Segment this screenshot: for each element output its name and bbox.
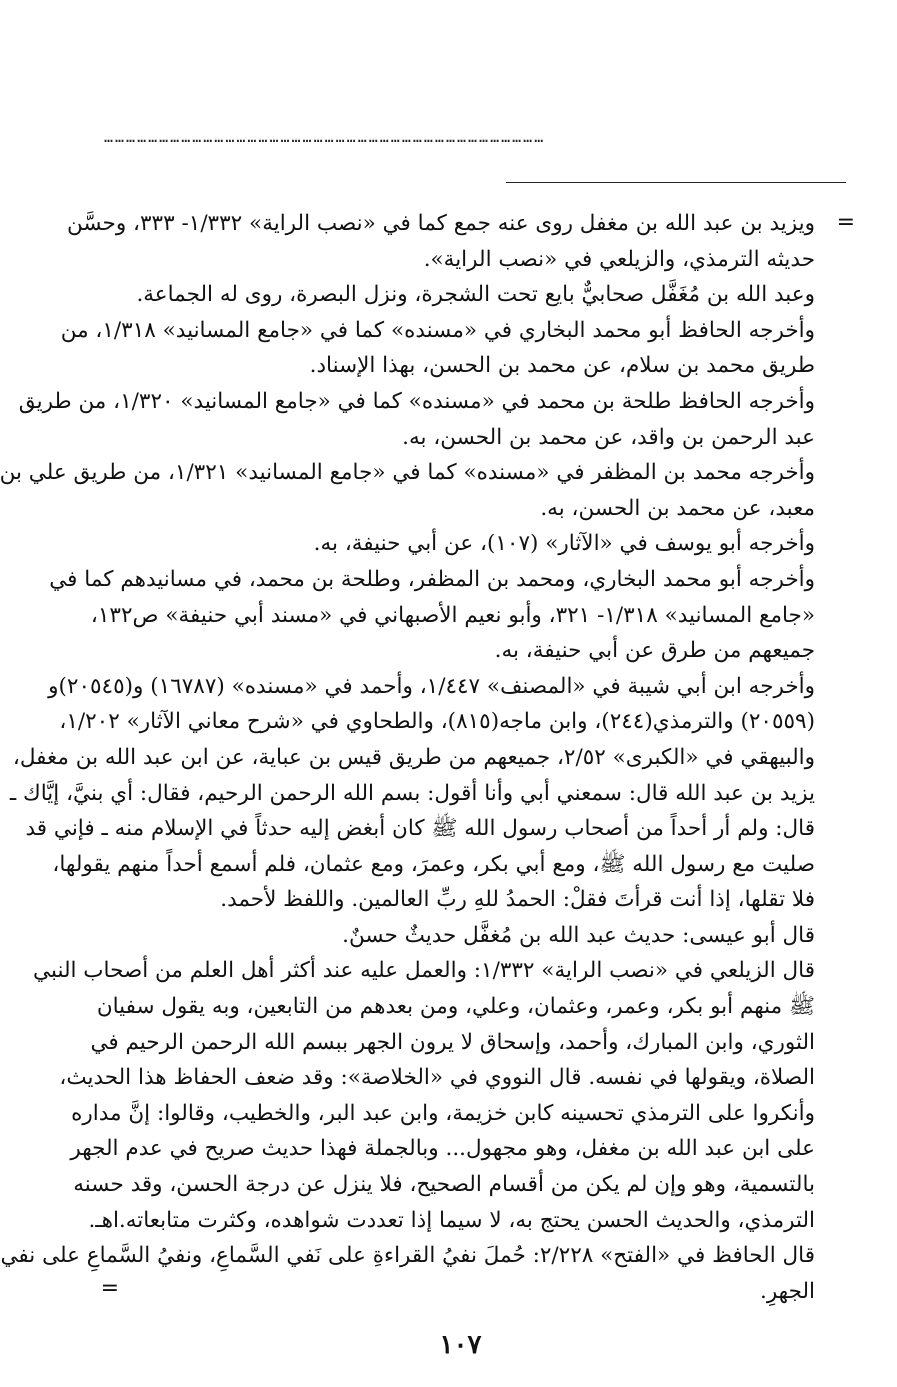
footnote-line: وأخرجه أبو يوسف في «الآثار» (١٠٧)، عن أبي حنيفة، به. [313, 531, 815, 557]
footnote-line: حديثه الترمذي، والزيلعي في «نصب الراية». [423, 246, 815, 272]
footnote-line: قال: ولم أر أحداً من أصحاب رسول الله ﷺ كان أبغض إليه حدثاً في الإسلام منه ـ فإني قد [25, 816, 815, 842]
footnote-line: معبد، عن محمد بن الحسن، به. [540, 495, 815, 521]
page-number: ١٠٧ [439, 1330, 482, 1360]
footnote-line: الثوري، وابن المبارك، وأحمد، وإسحاق لا يرون الجهر ببسم الله الرحمن الرحيم في [90, 1029, 815, 1055]
footnote-line: قال الزيلعي في «نصب الراية» ١/٣٣٢: والعمل عليه عند أكثر أهل العلم من أصحاب النبي [33, 958, 815, 984]
footnote-line: ويزيد بن عبد الله بن مغفل روى عنه جمع كما في «نصب الراية» ١/٣٣٢- ٣٣٣، وحسَّن [67, 211, 815, 236]
footnote-line: (٢٠٥٥٩) والترمذي(٢٤٤)، وابن ماجه(٨١٥)، والطحاوي في «شرح معاني الآثار» ١/٢٠٢، [59, 709, 815, 735]
footnote-line: وأخرجه ابن أبي شيبة في «المصنف» ١/٤٤٧، وأحمد في «مسنده» (١٦٧٨٧) و(٢٠٥٤٥)و [48, 673, 815, 699]
footnote-line: وأخرجه الحافظ أبو محمد البخاري في «مسنده» كما في «جامع المسانيد» ١/٣١٨، من [60, 317, 815, 343]
footnote-line: وعبد الله بن مُغَفَّل صحابيٌّ بايع تحت الشجرة، ونزل البصرة، روى له الجماعة. [136, 282, 815, 308]
footnote-line: عبد الرحمن بن واقد، عن محمد بن الحسن، به. [402, 424, 815, 450]
footnote-line: «جامع المسانيد» ١/٣١٨- ٣٢١، وأبو نعيم الأصبهاني في «مسند أبي حنيفة» ص١٣٢، [90, 602, 815, 628]
footnote-line: يزيد بن عبد الله قال: سمعني أبي وأنا أقول: بسم الله الرحمن الرحيم، فقال: أي بنيَّ، إيَّاك ـ [9, 780, 815, 806]
footnote-line: الترمذي، والحديث الحسن يحتج به، لا سيما إذا تعددت شواهده، وكثرت متابعاته.اهـ. [88, 1207, 815, 1233]
footnote-line: وأخرجه أبو محمد البخاري، ومحمد بن المظفر، وطلحة بن محمد، في مسانيدهم كما في [49, 566, 815, 592]
footnote-line: وأخرجه محمد بن المظفر في «مسنده» كما في «جامع المسانيد» ١/٣٢١، من طريق علي بن [0, 460, 815, 486]
footnote-body [0, 206, 815, 1309]
footnote-line: طريق محمد بن سلام، عن محمد بن الحسن، بهذا الإسناد. [309, 353, 815, 379]
footnote-line: والبيهقي في «الكبرى» ٢/٥٢، جميعهم من طريق قيس بن عباية، عن ابن عبد الله بن مغفل، [12, 744, 815, 770]
footnote-line: صليت مع رسول الله ﷺ، ومع أبي بكر، وعمرَ، ومع عثمان، فلم أسمع أحداً منهم يقولها، [52, 851, 815, 877]
footnote-rule [506, 182, 846, 183]
footnote-line: وأخرجه الحافظ طلحة بن محمد في «مسنده» كما في «جامع المسانيد» ١/٣٢٠، من طريق [18, 388, 815, 414]
footnote-line: ﷺ منهم أبو بكر، وعمر، وعثمان، وعلي، ومن بعدهم من التابعين، وبه يقول سفيان [96, 994, 815, 1020]
footnote-line: الجهرِ. [759, 1278, 815, 1304]
footnote-line: الصلاة، ويقولها في نفسه. قال النووي في «الخلاصة»: وقد ضعف الحفاظ هذا الحديث، [59, 1065, 815, 1091]
footnote-line: بالتسمية، وهو وإن لم يكن من أقسام الصحيح، فلا ينزل عن درجة الحسن، وقد حسنه [73, 1172, 815, 1198]
footnote-line: وأنكروا على الترمذي تحسينه كابن خزيمة، وابن عبد البر، والخطيب، وقالوا: إنَّ مداره [71, 1100, 815, 1126]
continuation-mark-top: = [836, 210, 855, 235]
footnote-line: على ابن عبد الله بن مغفل، وهو مجهول... وبالجملة فهذا حديث صريح في عدم الجهر [70, 1136, 815, 1162]
footnote-line: جميعهم من طرق عن أبي حنيفة، به. [494, 638, 815, 664]
continuation-mark-bottom: = [100, 1276, 119, 1301]
footnote-line: فلا تقلها، إذا أنت قرأتَ فقلْ: الحمدُ للهِ ربِّ العالمين. واللفظ لأحمد. [220, 887, 815, 913]
separator-dotted-line: ………………………………………………………………………………………………………… [104, 128, 546, 146]
footnote-line: قال أبو عيسى: حديث عبد الله بن مُغفَّل حديثٌ حسنٌ. [342, 922, 815, 948]
footnote-line: قال الحافظ في «الفتح» ٢/٢٢٨: حُملَ نفيُ القراءةِ على نَفي السَّماعِ، ونفيُ السَّماعِ على نفي [0, 1243, 815, 1269]
